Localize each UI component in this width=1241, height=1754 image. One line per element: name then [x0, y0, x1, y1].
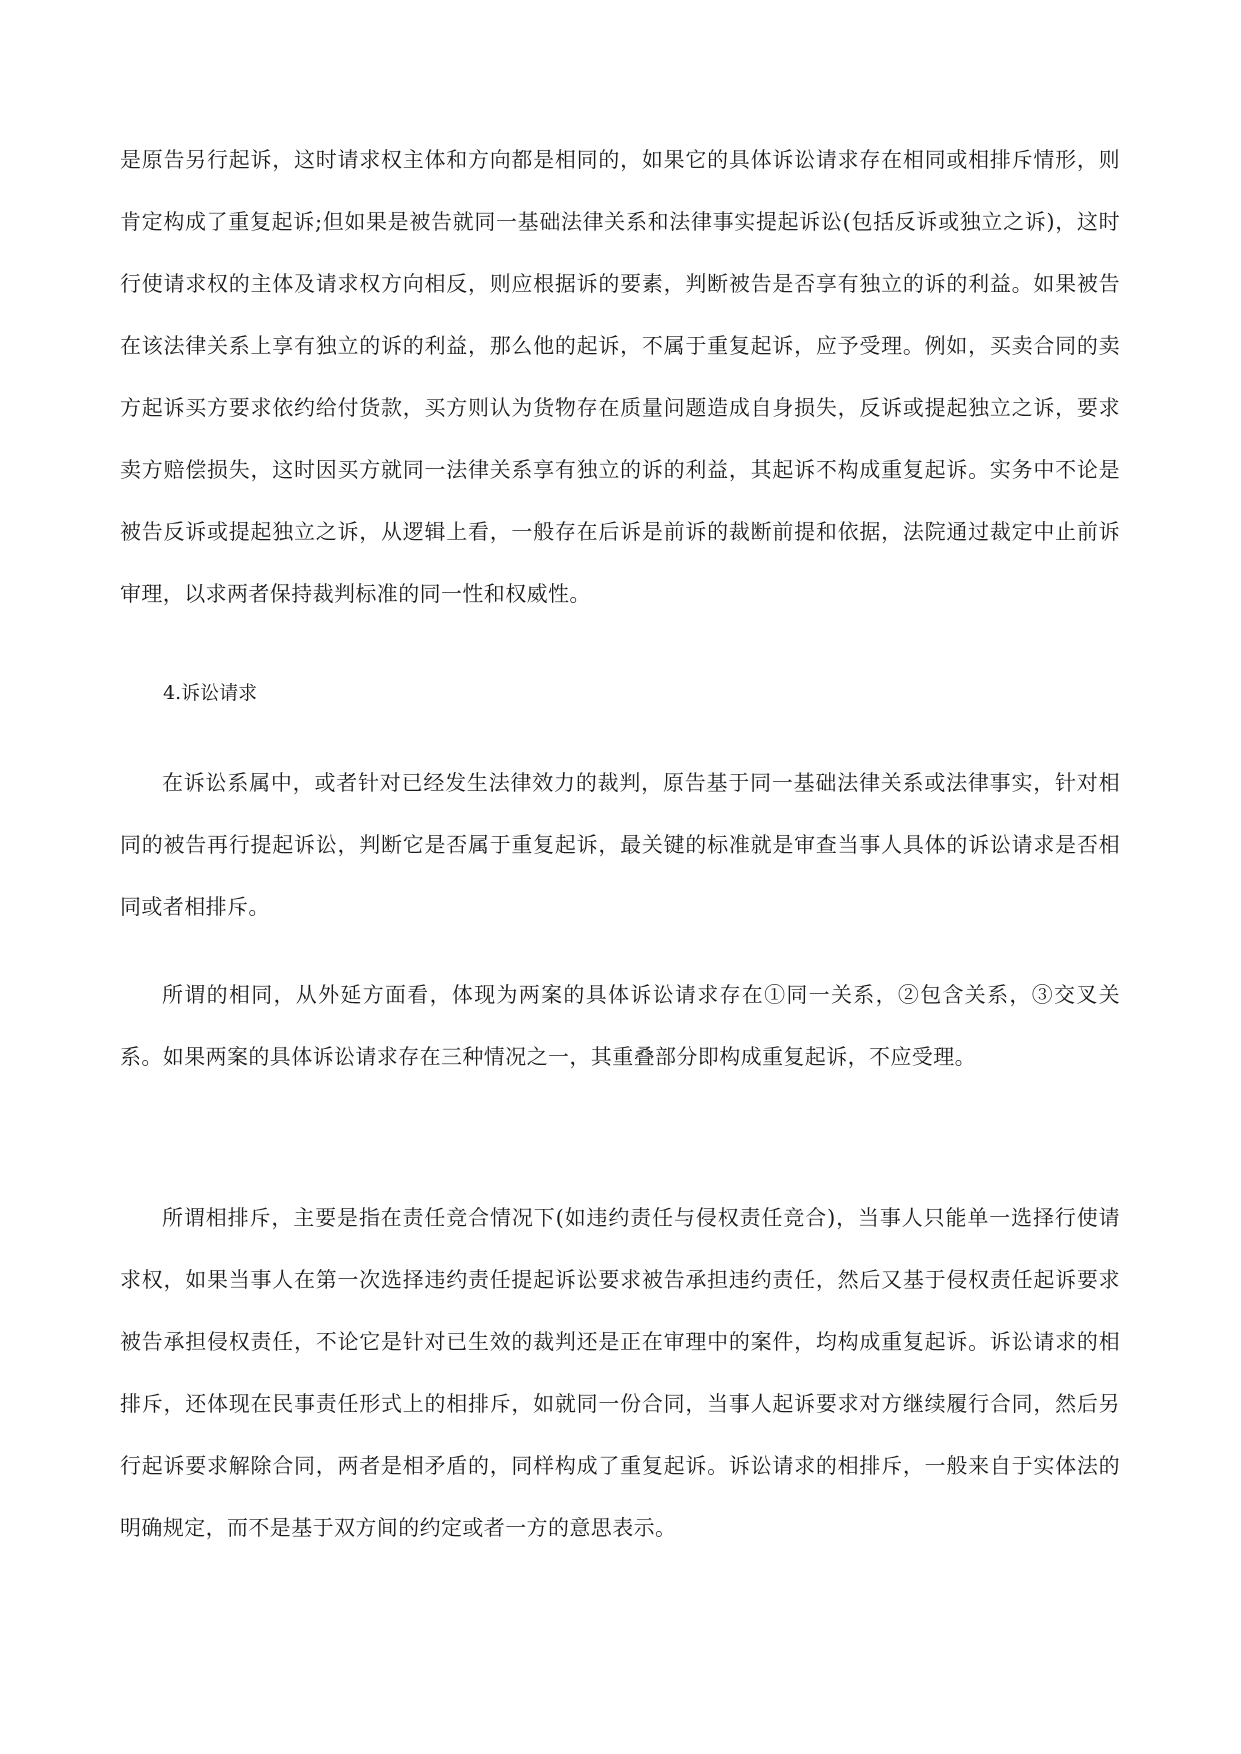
- body-paragraph: 所谓相排斥，主要是指在责任竞合情况下(如违约责任与侵权责任竞合)，当事人只能单一选择行使请求权，如果当事人在第一次选择违约责任提起诉讼要求被告承担违约责任，然后又基于侵权责任起诉要求被告承担侵权责任，不论它是针对已生效的裁判还是正在审理中的案件，均构成重复起诉。诉讼请求的相排斥，还体现在民事责任形式上的相排斥，如就同一份合同，当事人起诉要求对方继续履行合同，然后另行起诉要求解除合同，两者是相矛盾的，同样构成了重复起诉。诉讼请求的相排斥，一般来自于实体法的明确规定，而不是基于双方间的约定或者一方的意思表示。: [120, 1206, 1120, 1540]
- body-paragraph: 在诉讼系属中，或者针对已经发生法律效力的裁判，原告基于同一基础法律关系或法律事实，针对相同的被告再行提起诉讼，判断它是否属于重复起诉，最关键的标准就是审查当事人具体的诉讼请求是否相同或者相排斥。: [120, 771, 1120, 919]
- section-heading: 4.诉讼请求: [163, 682, 258, 704]
- body-paragraph: 是原告另行起诉，这时请求权主体和方向都是相同的，如果它的具体诉讼请求存在相同或相排斥情形，则肯定构成了重复起诉;但如果是被告就同一基础法律关系和法律事实提起诉讼(包括反诉或独立之诉)，这时行使请求权的主体及请求权方向相反，则应根据诉的要素，判断被告是否享有独立的诉的利益。如果被告在该法律关系上享有独立的诉的利益，那么他的起诉，不属于重复起诉，应予受理。例如，买卖合同的卖方起诉买方要求依约给付货款，买方则认为货物存在质量问题造成自身损失，反诉或提起独立之诉，要求卖方赔偿损失，这时因买方就同一法律关系享有独立的诉的利益，其起诉不构成重复起诉。实务中不论是被告反诉或提起独立之诉，从逻辑上看，一般存在后诉是前诉的裁断前提和依据，法院通过裁定中止前诉审理，以求两者保持裁判标准的同一性和权威性。: [120, 148, 1120, 606]
- body-paragraph: 所谓的相同，从外延方面看，体现为两案的具体诉讼请求存在①同一关系，②包含关系，③交叉关系。如果两案的具体诉讼请求存在三种情况之一，其重叠部分即构成重复起诉，不应受理。: [120, 983, 1120, 1069]
